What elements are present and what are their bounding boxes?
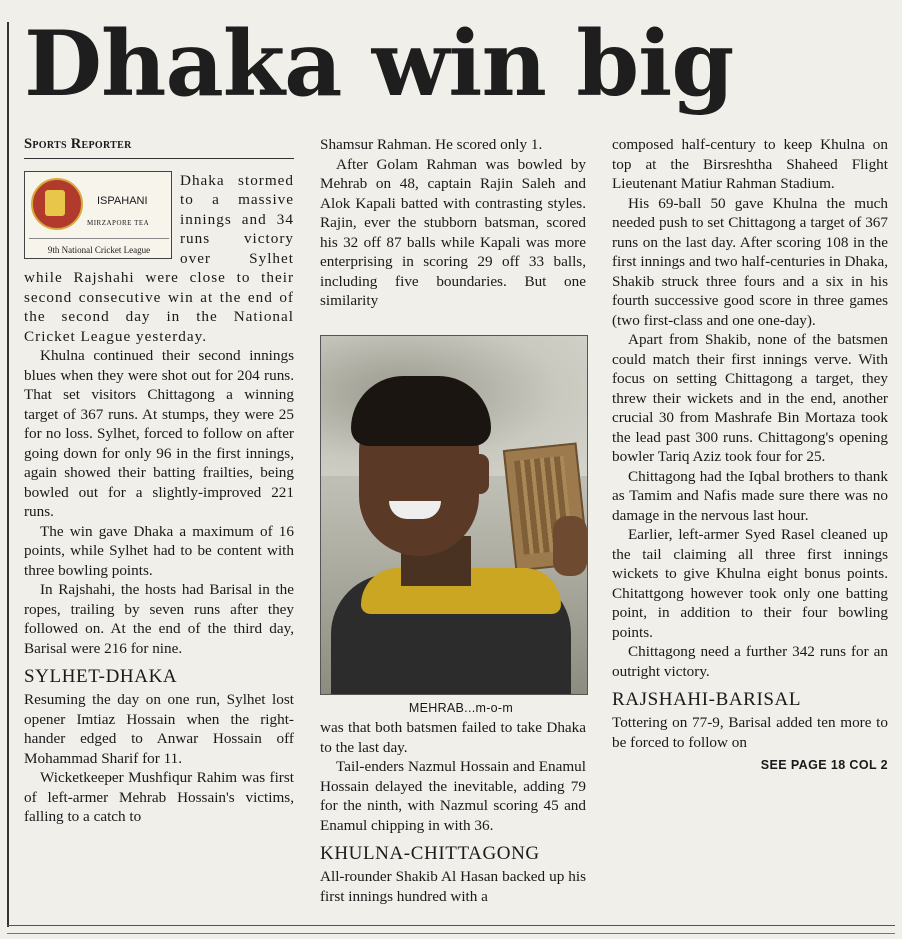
sponsor-logo <box>24 171 172 259</box>
column-3 <box>612 135 888 776</box>
article-paragraph: The win gave Dhaka a maximum of 16 points, while Sylhet had to be content with three bowling points. <box>24 522 294 579</box>
left-column-rule <box>7 22 9 927</box>
article-paragraph: Wicketkeeper Mushfiqur Rahim was first of left-armer Mehrab Hossain's victims, falling to a catch to <box>24 769 294 825</box>
bottom-rule-secondary <box>7 933 895 934</box>
article-paragraph: Resuming the day on one run, Sylhet lost opener Imtiaz Hossain when the right-hander edged to Anwar Hossain off Mohammad Sharif for 11. <box>24 691 294 767</box>
article-paragraph: Tail-enders Nazmul Hossain and Enamul Hossain delayed the inevitable, adding 79 for the ninth, with Nazmul scoring 45 and Enamul chipping in with 36. <box>320 758 586 834</box>
article-paragraph: Chittagong need a further 342 runs for an outright victory. <box>612 643 888 680</box>
article-paragraph: Tottering on 77-9, Barisal added ten more to be forced to follow on <box>612 714 888 751</box>
column-2 <box>320 135 586 906</box>
sponsor-subtitle: MIRZAPORE TEA <box>87 218 150 227</box>
continuation-link[interactable]: SEE PAGE 18 COL 2 <box>760 758 888 772</box>
article-paragraph: Dhaka stormed to a massive innings and 34 runs victory over Sylhet while Rajshahi were close to their second consecutive win at the end of the second day in the National Cricket League yesterday. <box>24 171 294 345</box>
article-paragraph: In Rajshahi, the hosts had Barisal in the ropes, trailing by seven runs after they followed on. At the end of the third day, Barisal were 216 for nine. <box>24 581 294 657</box>
article-paragraph: Khulna continued their second innings blues when they were shot out for 204 runs. That set visitors Chittagong a winning target of 367 runs. At stumps, they were 25 for no loss. Sylhet, forced to follow on after going down for only 96 in the first innings, again showed their batting frailties, being bowled out for a slightly-improved 221 runs. <box>24 347 294 520</box>
article-paragraph: was that both batsmen failed to take Dhaka to the last day. <box>320 719 586 756</box>
article-paragraph: Earlier, left-armer Syed Rasel cleaned up the tail claiming all three first innings wickets to give Khulna eight bonus points. Chitattgong however took only one batting point, in addition to their four bowling points. <box>612 526 888 641</box>
article-paragraph: Shamsur Rahman. He scored only 1. <box>320 136 543 153</box>
byline: Sports Reporter <box>24 135 294 159</box>
article-paragraph: composed half-century to keep Khulna on top at the Birsreshtha Shaheed Flight Lieutenant Matiur Rahman Stadium. <box>612 136 888 192</box>
photo-caption: MEHRAB...m-o-m <box>408 700 514 715</box>
column-1 <box>24 135 294 827</box>
article-paragraph: Apart from Shakib, none of the batsmen could match their first innings verve. With focus on setting Chittagong a target, they threw their wickets and in the end, another crucial 30 from Mashrafe Bin Mortaza took the lead past 300 runs. Chittagong's opening bowler Tariq Aziz took four for 25. <box>612 331 888 465</box>
sponsor-footer: 9th National Cricket League <box>29 238 169 261</box>
article-paragraph: All-rounder Shakib Al Hasan backed up his first innings hundred with a <box>320 868 586 905</box>
article-paragraph: After Golam Rahman was bowled by Mehrab on 48, captain Rajin Saleh and Alok Kapali batted with contrasting styles. Rajin, ever the stubborn batsman, scored his 32 off 87 balls while Kapali was more enterprising in scoring 29 off 33 balls, including five boundaries. But one similarity <box>320 155 586 309</box>
headline: Dhaka win big <box>24 11 734 117</box>
sponsor-seal-icon <box>31 178 83 230</box>
article-paragraph: His 69-ball 50 gave Khulna the much needed push to set Chittagong a target of 367 runs on the last day. After scoring 108 in the first innings and two half-centuries in Dhaka, Shakib struck three fours and a six in his fourth successive good score in three games (two first-class and one one-day). <box>612 194 888 329</box>
article-paragraph: Chittagong had the Iqbal brothers to thank as Tamim and Nafis made sure there was no damage in the nervous last hour. <box>612 467 888 524</box>
section-subhead: RAJSHAHI-BARISAL <box>612 689 802 710</box>
sponsor-brand: ISPAHANI <box>97 194 148 207</box>
player-photo <box>320 335 588 695</box>
section-subhead: SYLHET-DHAKA <box>24 666 178 687</box>
section-subhead: KHULNA-CHITTAGONG <box>320 843 540 864</box>
bottom-rule <box>7 925 895 926</box>
